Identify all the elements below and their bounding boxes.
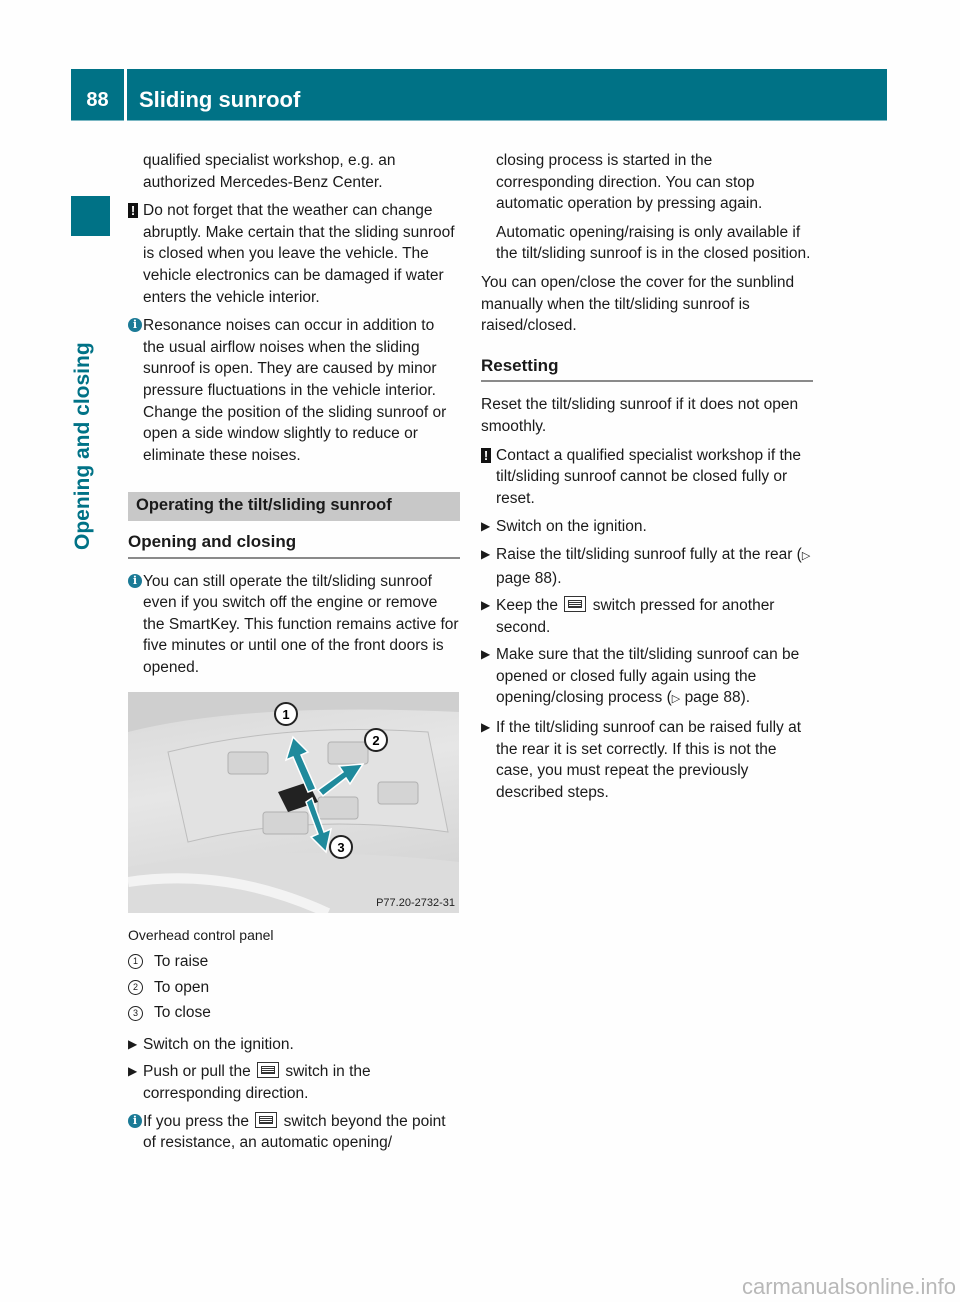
figure-code: P77.20-2732-31 (376, 897, 455, 910)
warning-text: Do not forget that the weather can change abruptly. Make certain that the sliding sunroof is closed when you leave the vehicle. The vehicle electronics can be damaged if water enters the vehicle interior. (143, 202, 455, 306)
info-text: You can still operate the tilt/sliding sunroof even if you switch off the engine or remove the SmartKey. This function remains active for five minutes or until one of the front doors is opened. (143, 572, 459, 676)
legend-number: 2 (128, 980, 143, 995)
legend-label: To open (154, 978, 210, 996)
step-item (481, 544, 813, 589)
bullet-arrow-icon: ▶ (481, 720, 491, 735)
callout-3: 3 (337, 840, 345, 856)
overhead-control-panel-image (128, 692, 459, 913)
section-heading: Operating the tilt/sliding sunroof (128, 492, 460, 521)
step-text: ). (552, 569, 562, 587)
warning-note (128, 200, 460, 308)
page-reference-link[interactable]: page 88 (684, 689, 741, 707)
figure-caption: Overhead control panel (128, 927, 274, 944)
page-reference-link[interactable]: page 88 (496, 569, 553, 587)
right-column (481, 150, 813, 809)
info-icon: i (128, 574, 142, 588)
callout-1: 1 (282, 707, 290, 723)
warning-icon: ! (128, 203, 138, 218)
left-column (128, 150, 460, 1161)
page-number: 88 (71, 69, 124, 121)
step-text: ). (740, 689, 751, 707)
legend-item (128, 1002, 460, 1024)
bullet-arrow-icon: ▶ (481, 598, 491, 613)
step-text: Push or pull the (143, 1063, 251, 1081)
page-ref-arrow-icon: ▷ (671, 693, 681, 706)
control-panel-illustration (128, 692, 459, 913)
warning-note (481, 445, 813, 510)
subheading-resetting: Resetting (481, 355, 813, 383)
page-title: Sliding sunroof (127, 69, 887, 121)
info-text: If you press the (143, 1112, 249, 1130)
body-paragraph: Reset the tilt/sliding sunroof if it does not open smoothly. (481, 396, 799, 435)
step-item (481, 595, 813, 638)
bullet-arrow-icon: ▶ (481, 546, 491, 561)
info-icon: i (128, 1114, 142, 1128)
step-text: If the tilt/sliding sunroof can be raised fully at the rear it is set correctly. If this is not the case, you must repeat the previously described steps. (496, 719, 801, 801)
step-item (128, 1061, 460, 1104)
sunroof-switch-icon (257, 1062, 279, 1078)
step-text: Raise the tilt/sliding sunroof fully at the rear ( (496, 545, 802, 563)
legend-item (128, 951, 460, 973)
body-paragraph: You can open/close the cover for the sunblind manually when the tilt/sliding sunroof is raised/closed. (481, 273, 795, 335)
step-item (481, 717, 813, 803)
warning-text: Contact a qualified specialist workshop if the tilt/sliding sunroof cannot be closed fully or reset. (496, 446, 801, 507)
callout-2: 2 (372, 733, 380, 749)
section-label: Opening and closing (71, 342, 94, 550)
bullet-arrow-icon: ▶ (128, 1064, 138, 1079)
legend-label: To raise (154, 953, 209, 971)
step-text: Switch on the ignition. (143, 1035, 294, 1053)
continued-text: closing process is started in the corresponding direction. You can stop automatic operation by pressing again. (496, 152, 763, 213)
info-note (128, 1111, 460, 1154)
step-item (128, 1034, 460, 1056)
warning-icon: ! (481, 448, 491, 463)
sunroof-switch-icon (564, 596, 586, 612)
legend-label: To close (154, 1004, 211, 1022)
info-note (128, 315, 460, 466)
subheading-opening-closing: Opening and closing (128, 531, 460, 559)
info-text: Resonance noises can occur in addition to the usual airflow noises when the sliding sunroof is open. They are caused by minor pressure fluctuations in the vehicle interior. Change the position of the sliding sunroof or open a side window slightly to reduce or eliminate these noises. (143, 317, 447, 464)
watermark: carmanualsonline.info (741, 1274, 956, 1299)
legend-item (128, 977, 460, 999)
intro-text: qualified specialist workshop, e.g. an authorized Mercedes-Benz Center. (143, 152, 396, 191)
sunroof-switch-icon (255, 1112, 277, 1128)
step-text: switch in the corresponding direction. (143, 1063, 371, 1103)
info-note (128, 571, 460, 679)
bullet-arrow-icon: ▶ (481, 519, 491, 534)
continued-text: Automatic opening/raising is only available if the tilt/sliding sunroof is in the closed position. (496, 223, 811, 263)
step-text: Switch on the ignition. (496, 518, 647, 536)
page-ref-arrow-icon: ▷ (801, 549, 811, 562)
legend-number: 1 (128, 954, 143, 969)
step-text: Keep the (496, 597, 559, 615)
legend-number: 3 (128, 1006, 143, 1021)
step-text: Make sure that the tilt/sliding sunroof can be opened or closed fully again using the opening/closing process ( (496, 646, 800, 707)
bullet-arrow-icon: ▶ (128, 1036, 138, 1051)
info-icon: i (128, 318, 142, 332)
step-text: switch pressed for another second. (496, 597, 775, 636)
bullet-arrow-icon: ▶ (481, 647, 491, 662)
section-tab-marker (71, 196, 110, 236)
step-item (481, 644, 813, 711)
step-item (481, 516, 813, 538)
info-text: switch beyond the point of resistance, an automatic opening/ (143, 1112, 446, 1152)
